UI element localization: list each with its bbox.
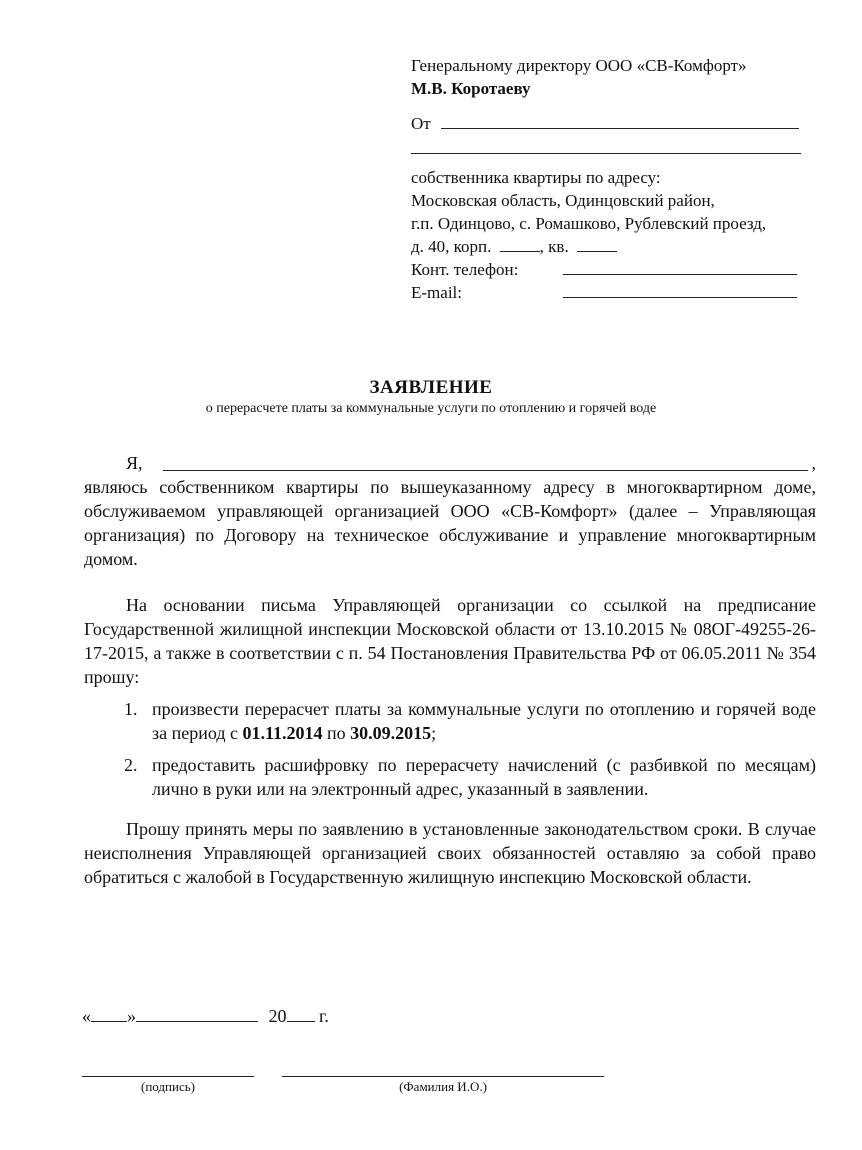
owner-label: собственника квартиры по адресу:: [411, 168, 661, 187]
month-blank[interactable]: [136, 1006, 258, 1022]
flat-label: , кв.: [539, 237, 569, 256]
name-blank[interactable]: [282, 1060, 604, 1077]
date-quote-close: »: [127, 1006, 136, 1026]
signature-block: [82, 1060, 254, 1095]
document-body: [84, 451, 816, 889]
signature-blank[interactable]: [82, 1060, 254, 1077]
date-quote-open: «: [82, 1006, 91, 1026]
addressee-block: [411, 54, 831, 304]
year-suffix: г.: [314, 1006, 329, 1026]
request-list: [84, 697, 816, 801]
title-block: [0, 377, 862, 417]
addressee-line: Генеральному директору ООО «СВ-Комфорт»: [411, 56, 747, 75]
name-block: [282, 1060, 604, 1095]
applicant-line: [84, 451, 816, 475]
document-title: ЗАЯВЛЕНИЕ: [369, 377, 493, 398]
applicant-comma: ,: [811, 453, 816, 473]
applicant-name-blank[interactable]: [163, 454, 808, 471]
from-line-2: [411, 137, 831, 160]
phone-line: [411, 258, 831, 281]
period-from-date: 01.11.2014: [242, 723, 323, 743]
request-item-1: [84, 697, 816, 745]
email-blank[interactable]: [563, 282, 797, 298]
request-item-1-number: 1.: [124, 699, 138, 719]
building-blank[interactable]: [500, 236, 540, 252]
phone-blank[interactable]: [563, 259, 797, 275]
request-item-1-text-b: по: [322, 723, 351, 743]
name-caption: (Фамилия И.О.): [399, 1079, 487, 1094]
from-blank[interactable]: [441, 113, 799, 129]
paragraph-basis: На основании письма Управляющей организации со ссылкой на предписание Государственной жилищной инспекции Московской области от 13.10.2015 № 08ОГ-49255-26-17-2015, а также в соответствии с п. 54 Постановления Правительства РФ от 06.05.2011 № 354 прошу:: [84, 595, 816, 687]
period-to-date: 30.09.2015: [350, 723, 432, 743]
email-label: E-mail:: [411, 283, 462, 302]
from-line: [411, 112, 831, 135]
request-item-1-text-c: ;: [431, 723, 437, 743]
paragraph-closing: Прошу принять меры по заявлению в установленные законодательством сроки. В случае неисполнения Управляющей организацией своих обязанностей оставляю за собой право обратиться с жалобой в Государственную жилищную инспекцию Московской области.: [84, 819, 816, 887]
from-blank-2[interactable]: [411, 138, 801, 154]
email-line: [411, 281, 831, 304]
house-label: д. 40, корп.: [411, 237, 492, 256]
signature-caption: (подпись): [141, 1079, 195, 1094]
phone-label: Конт. телефон:: [411, 260, 519, 279]
year-blank[interactable]: [287, 1006, 315, 1022]
request-item-1-text-a: произвести перерасчет платы за коммунальные услуги по отоплению и горячей воде за период с: [152, 699, 816, 743]
request-item-2-text: предоставить расшифровку по перерасчету начислений (с разбивкой по месяцам) лично в руки или на электронный адрес, указанный в заявлении.: [152, 755, 816, 799]
request-item-2-number: 2.: [124, 755, 138, 775]
flat-blank[interactable]: [577, 236, 617, 252]
address-line-2: г.п. Одинцово, с. Ромашково, Рублевский проезд,: [411, 214, 767, 233]
request-item-2: [84, 753, 816, 801]
year-prefix: 20: [268, 1006, 287, 1026]
day-blank[interactable]: [91, 1006, 127, 1022]
from-label: От: [411, 114, 431, 133]
applicant-label: Я,: [126, 453, 143, 473]
address-line-1: Московская область, Одинцовский район,: [411, 191, 715, 210]
date-line: [82, 1006, 329, 1027]
addressee-name: М.В. Коротаеву: [411, 79, 531, 98]
document-subtitle: о перерасчете платы за коммунальные услуги по отоплению и горячей воде: [205, 401, 657, 416]
address-line-3: [411, 235, 831, 258]
paragraph-ownership: являюсь собственником квартиры по вышеуказанному адресу в многоквартирном доме, обслуживаемом управляющей организацией ООО «СВ-Комфорт» (далее – Управляющая организация) по Договору на техническое обслуживание и управление многоквартирным домом.: [84, 477, 816, 569]
